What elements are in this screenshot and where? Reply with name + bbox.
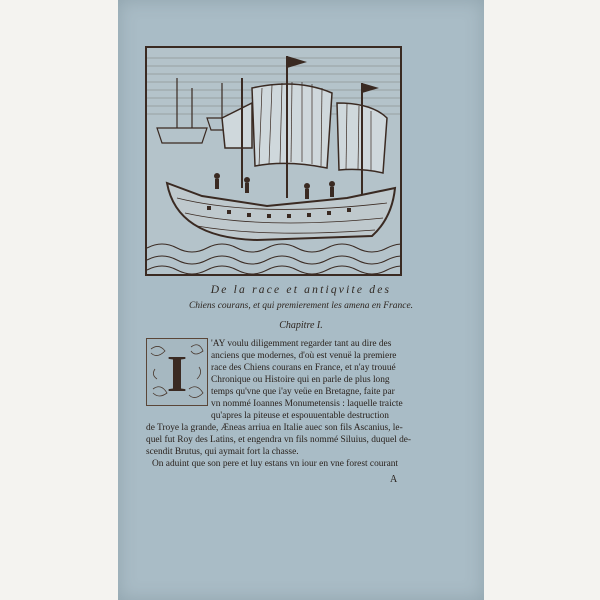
text-line: scendit Brutus, qui aymait fort la chasse. (146, 447, 299, 457)
text-line: temps qu'vne que i'ay veüe en Bretagne, faite par (211, 387, 395, 397)
text-line: de Troye la grande, Æneas arriua en Italie auec son fils Ascanius, le- (146, 423, 403, 433)
text-line: On aduint que son pere et luy estans vn iour en vne forest courant (152, 459, 399, 469)
text-line: anciens que modernes, d'où est venuë la premiere (211, 351, 397, 361)
chapter-number: Chapitre I. (279, 320, 323, 331)
ship-woodcut-illustration (145, 46, 402, 276)
text-line: vn nommé Ioannes Monumetensis : laquelle traicte (211, 399, 403, 409)
decorated-initial-letter (146, 338, 208, 406)
text-line: Chronique ou Histoire qui en parle de plus long (211, 375, 390, 385)
text-line: 'AY voulu diligemment regarder tant au dire des (211, 339, 392, 349)
svg-text:I: I (166, 346, 188, 403)
text-line: quel fut Roy des Latins, et engendra vn fils nommé Siluius, duquel de- (146, 435, 412, 445)
signature-mark: A (390, 474, 398, 485)
text-line: qu'apres la piteuse et espouuentable destruction (211, 411, 389, 421)
book-page (118, 0, 484, 600)
text-line: race des Chiens courans en France, et n'ay trouué (211, 363, 396, 373)
chapter-subtitle: Chiens courans, et qui premierement les amena en France. (188, 301, 414, 311)
chapter-heading: De la race et antiqvite des (210, 284, 392, 296)
